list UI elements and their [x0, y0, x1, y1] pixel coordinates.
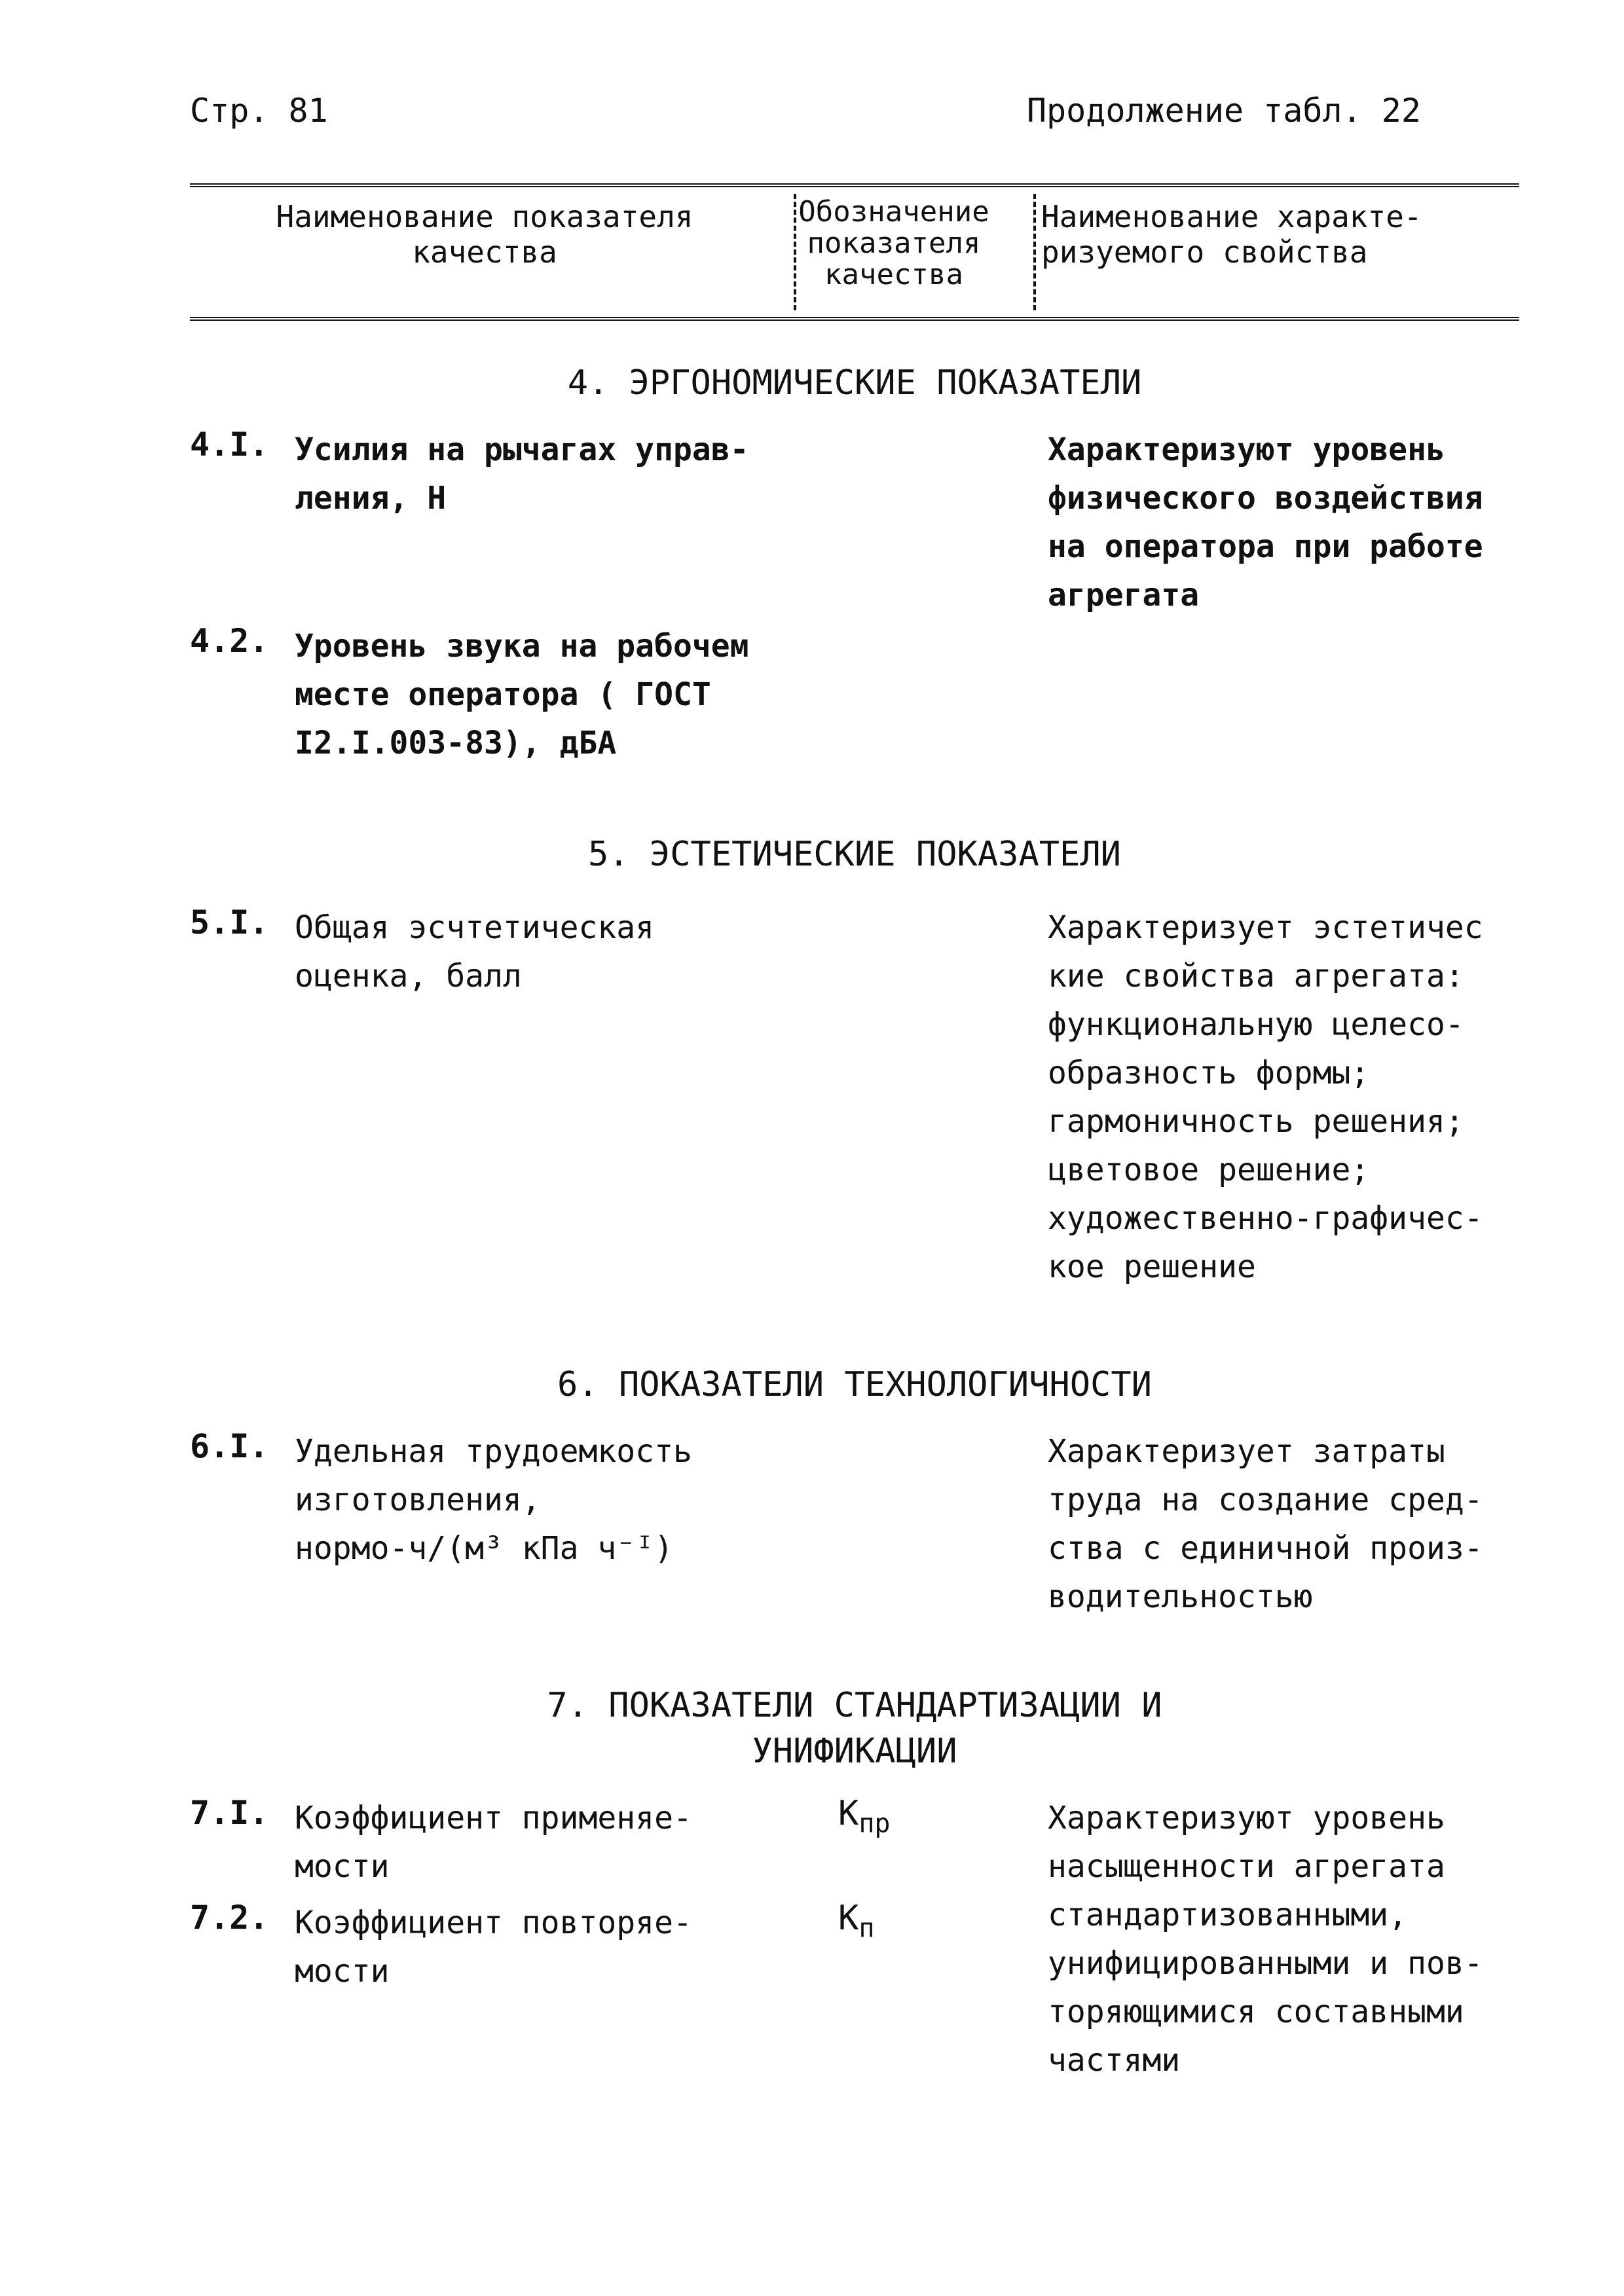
- text-line: водительностью: [1048, 1578, 1313, 1615]
- item-text: [295, 903, 792, 1000]
- item-text: [295, 1794, 792, 1891]
- text-line: мости: [295, 1953, 390, 1990]
- header-indicator-designation: [786, 196, 1002, 291]
- page-number: Стр. 81: [190, 92, 328, 130]
- text-line: кие свойства агрегата:: [1048, 958, 1464, 994]
- item-number: 7.I.: [190, 1794, 269, 1832]
- text-line: на оператора при работе: [1048, 528, 1483, 565]
- text-line: месте оператора ( ГОСТ: [295, 676, 711, 713]
- section-title-technological: 6. ПОКАЗАТЕЛИ ТЕХНОЛОГИЧНОСТИ: [557, 1365, 1152, 1404]
- section-title-aesthetic: 5. ЭСТЕТИЧЕСКИЕ ПОКАЗАТЕЛИ: [588, 835, 1121, 874]
- header-text: Наименование показателя: [276, 199, 693, 234]
- text-line: унифицированными и пов-: [1048, 1945, 1483, 1982]
- item-text: [295, 426, 792, 522]
- text-line: Усилия на рычагах управ-: [295, 431, 749, 468]
- table-header: [190, 183, 1519, 321]
- symbol-subscript: пр: [858, 1808, 891, 1839]
- text-line: I2.I.003-83), дБА: [295, 725, 617, 761]
- item-number: 6.I.: [190, 1427, 269, 1465]
- symbol-base: К: [838, 1794, 859, 1833]
- item-text: [295, 1427, 792, 1573]
- item-text: [295, 622, 792, 767]
- header-text: качества: [824, 258, 963, 291]
- text-line: ления, Н: [295, 480, 447, 517]
- item-number: 4.2.: [190, 622, 269, 660]
- text-line: Характеризуют уровень: [1048, 1800, 1445, 1836]
- text-line: цветовое решение;: [1048, 1152, 1370, 1188]
- text-line: художественно-графичес-: [1048, 1200, 1483, 1237]
- text-line: Характеризуют уровень: [1048, 431, 1445, 468]
- text-line: насыщенности агрегата: [1048, 1848, 1445, 1885]
- text-line: Характеризует затраты: [1048, 1433, 1445, 1470]
- text-line: нормо-ч/(м³ кПа ч⁻ᴵ): [295, 1530, 673, 1567]
- text-line: кое решение: [1048, 1248, 1256, 1285]
- item-description: [1048, 426, 1532, 619]
- header-text: показателя: [807, 227, 981, 260]
- indicator-symbol: [838, 1794, 890, 1838]
- text-line: стандартизованными,: [1048, 1897, 1408, 1933]
- header-text: Наименование характе-: [1041, 199, 1422, 234]
- item-number: 5.I.: [190, 903, 269, 941]
- text-line: Уровень звука на рабочем: [295, 628, 749, 665]
- symbol-subscript: п: [858, 1913, 875, 1944]
- column-divider: [1033, 194, 1036, 310]
- text-line: торяющимися составными: [1048, 1994, 1464, 2030]
- text-line: функциональную целесо-: [1048, 1006, 1464, 1043]
- table-continuation: Продолжение табл. 22: [1026, 92, 1421, 130]
- text-line: образность формы;: [1048, 1055, 1370, 1091]
- header-quality-indicator-name: [190, 199, 779, 270]
- text-line: изготовления,: [295, 1482, 541, 1518]
- item-number: 7.2.: [190, 1899, 269, 1937]
- text-line: гармоничность решения;: [1048, 1103, 1464, 1140]
- item-description: [1048, 1794, 1532, 2085]
- item-description: [1048, 1427, 1532, 1621]
- text-line: Удельная трудоемкость: [295, 1433, 692, 1470]
- text-line: частями: [1048, 2042, 1181, 2079]
- header-text: ризуемого свойства: [1041, 234, 1368, 270]
- text-line: Общая эсчтетическая: [295, 909, 655, 946]
- header-property-name: [1041, 199, 1519, 270]
- header-text: качества: [412, 234, 557, 270]
- symbol-base: К: [838, 1899, 859, 1938]
- text-line: Коэффициент применяе-: [295, 1800, 692, 1836]
- header-text: Обозначение: [798, 195, 989, 228]
- page-header: [190, 92, 1421, 144]
- text-line: Характеризует эстетичес: [1048, 909, 1483, 946]
- title-line: УНИФИКАЦИИ: [752, 1732, 957, 1771]
- item-number: 4.I.: [190, 426, 269, 464]
- text-line: агрегата: [1048, 577, 1200, 613]
- text-line: оценка, балл: [295, 958, 522, 994]
- section-title-ergonomic: 4. ЭРГОНОМИЧЕСКИЕ ПОКАЗАТЕЛИ: [567, 363, 1142, 403]
- section-title-standardization: [190, 1683, 1519, 1774]
- item-text: [295, 1899, 792, 1995]
- indicator-symbol: [838, 1899, 874, 1943]
- text-line: труда на создание сред-: [1048, 1482, 1483, 1518]
- text-line: мости: [295, 1848, 390, 1885]
- text-line: ства с единичной произ-: [1048, 1530, 1483, 1567]
- text-line: физического воздействия: [1048, 480, 1483, 517]
- title-line: 7. ПОКАЗАТЕЛИ СТАНДАРТИЗАЦИИ И: [547, 1686, 1162, 1725]
- item-description: [1048, 903, 1532, 1291]
- text-line: Коэффициент повторяе-: [295, 1904, 692, 1941]
